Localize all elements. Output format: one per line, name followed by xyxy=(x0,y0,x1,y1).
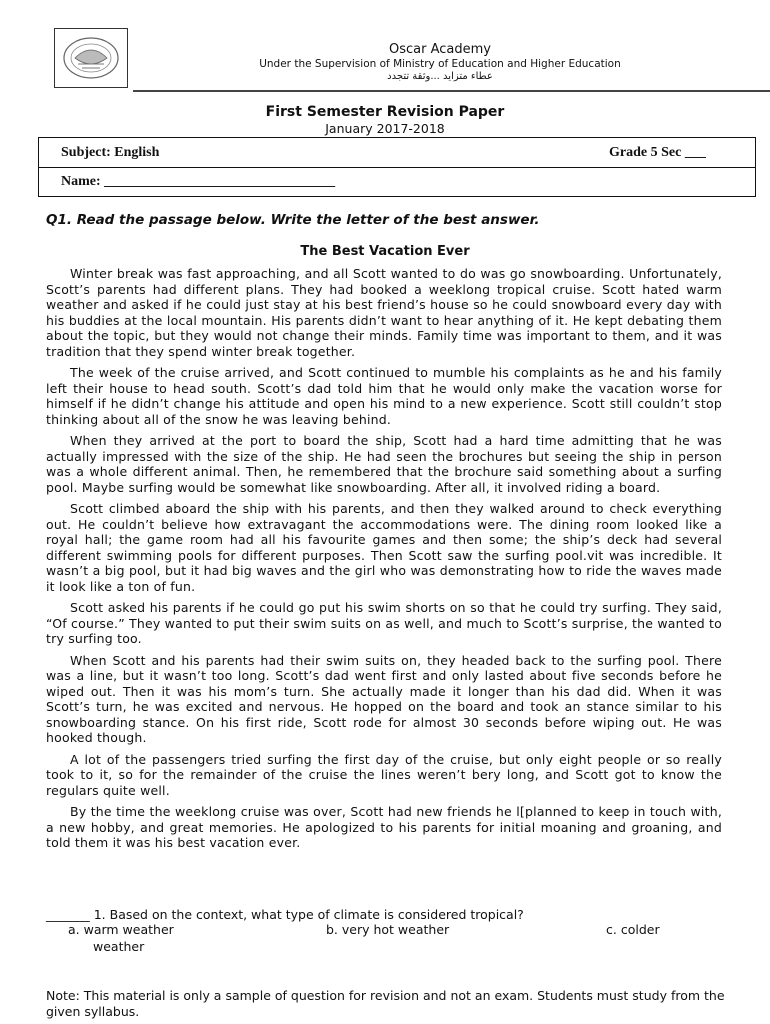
school-motto: عطاء متزايد ...وثقة تتجدد xyxy=(387,71,493,82)
option-b: b. very hot weather xyxy=(326,922,450,937)
reading-passage xyxy=(46,266,722,857)
paper-title: First Semester Revision Paper xyxy=(265,104,505,120)
student-info-box xyxy=(38,137,756,197)
question-1-text: _______ 1. Based on the context, what type of climate is considered tropical? xyxy=(46,907,524,922)
name-field: Name: _________________________________ xyxy=(61,174,336,189)
question-instruction: Q1. Read the passage below. Write the letter of the best answer. xyxy=(46,212,540,228)
passage-paragraph: A lot of the passengers tried surfing the first day of the cruise, but only eight people or so really took to it, so for the remainder of the cruise the lines weren’t bery long, and Scott got to know the regulars quite well. xyxy=(46,751,722,798)
school-header xyxy=(160,42,720,82)
grade-label: Grade 5 Sec ___ xyxy=(609,145,706,160)
passage-title: The Best Vacation Ever xyxy=(300,244,470,259)
option-c: c. colder xyxy=(606,922,660,937)
school-emblem-icon xyxy=(60,34,122,82)
option-a: a. warm weather xyxy=(68,922,174,937)
supervision-line: Under the Supervision of Ministry of Education and Higher Education xyxy=(259,58,621,70)
passage-paragraph: When Scott and his parents had their swim suits on, they headed back to the surfing pool. There was a line, but it wasn’t too long. Scott’s dad went first and only lasted about five seconds before he wiped out. Then it was his mom’s turn. She actually made it longer than his dad did. When it was Scott’s turn, he was excited and nervous. He hopped on the board and took an stance similar to his snowboarding stance. On his first ride, Scott rode for almost 30 seconds before wiping out. He was hooked though. xyxy=(46,652,722,745)
passage-paragraph: Winter break was fast approaching, and all Scott wanted to do was go snowboarding. Unfortunately, Scott’s parents had different plans. They had booked a weeklong tropical cruise. Scott hated warm weather and asked if he could just stay at his best friend’s house so he could snowboard every day with his buddies at the local mountain. His parents didn’t want to hear anything of it. He kept debating them about the topic, but they would not change their minds. Family time was important to them, and it was tradition that they spend winter break together. xyxy=(46,266,722,359)
school-name: Oscar Academy xyxy=(389,42,491,57)
passage-paragraph: By the time the weeklong cruise was over, Scott had new friends he l[planned to keep in touch with, a new hobby, and great memories. He apologized to his parents for initial moaning and groaning, and told them it was his best vacation ever. xyxy=(46,804,722,850)
info-row xyxy=(39,138,755,168)
passage-paragraph: When they arrived at the port to board the ship, Scott had a hard time admitting that he was actually impressed with the size of the ship. He had seen the brochures but seeing the ship in person was a whole different animal. Then, he remembered that the brochure said something about a surfing pool. Maybe surfing would be somewhat like snowboarding. After all, it involved riding a board. xyxy=(46,433,722,495)
subject-label: Subject: English xyxy=(61,145,160,160)
passage-paragraph: Scott climbed aboard the ship with his parents, and then they walked around to check everything out. He couldn’t believe how extravagant the accommodations were. The dining room looked like a royal hall; the game room had all his favourite games and then some; the ship’s deck had several different swimming pools for different purposes. Then Scott saw the surfing pool.vit was incredible. It wasn’t a big pool, but it had big waves and the girl who was demonstrating how to ride the waves made it look like a ton of fun. xyxy=(46,501,722,594)
passage-paragraph: Scott asked his parents if he could go put his swim shorts on so that he could try surfing. They said, “Of course.” They wanted to put their swim suits on as well, and much to Scott’s surprise, the wanted to try surfing too. xyxy=(46,600,722,646)
footer-note: Note: This material is only a sample of question for revision and not an exam. Students must study from the given syllabus. xyxy=(46,988,725,1019)
school-logo xyxy=(54,28,128,88)
paper-date: January 2017-2018 xyxy=(325,121,445,136)
header-divider xyxy=(133,90,770,92)
passage-paragraph: The week of the cruise arrived, and Scott continued to mumble his complaints as he and his family left their house to head south. Scott’s dad told him that he would only make the vacation worse for himself if he didn’t change his attitude and open his mind to a new experience. Scott still couldn’t stop thinking about all of the snow he was leaving behind. xyxy=(46,365,722,427)
option-c-continued: weather xyxy=(93,939,145,954)
